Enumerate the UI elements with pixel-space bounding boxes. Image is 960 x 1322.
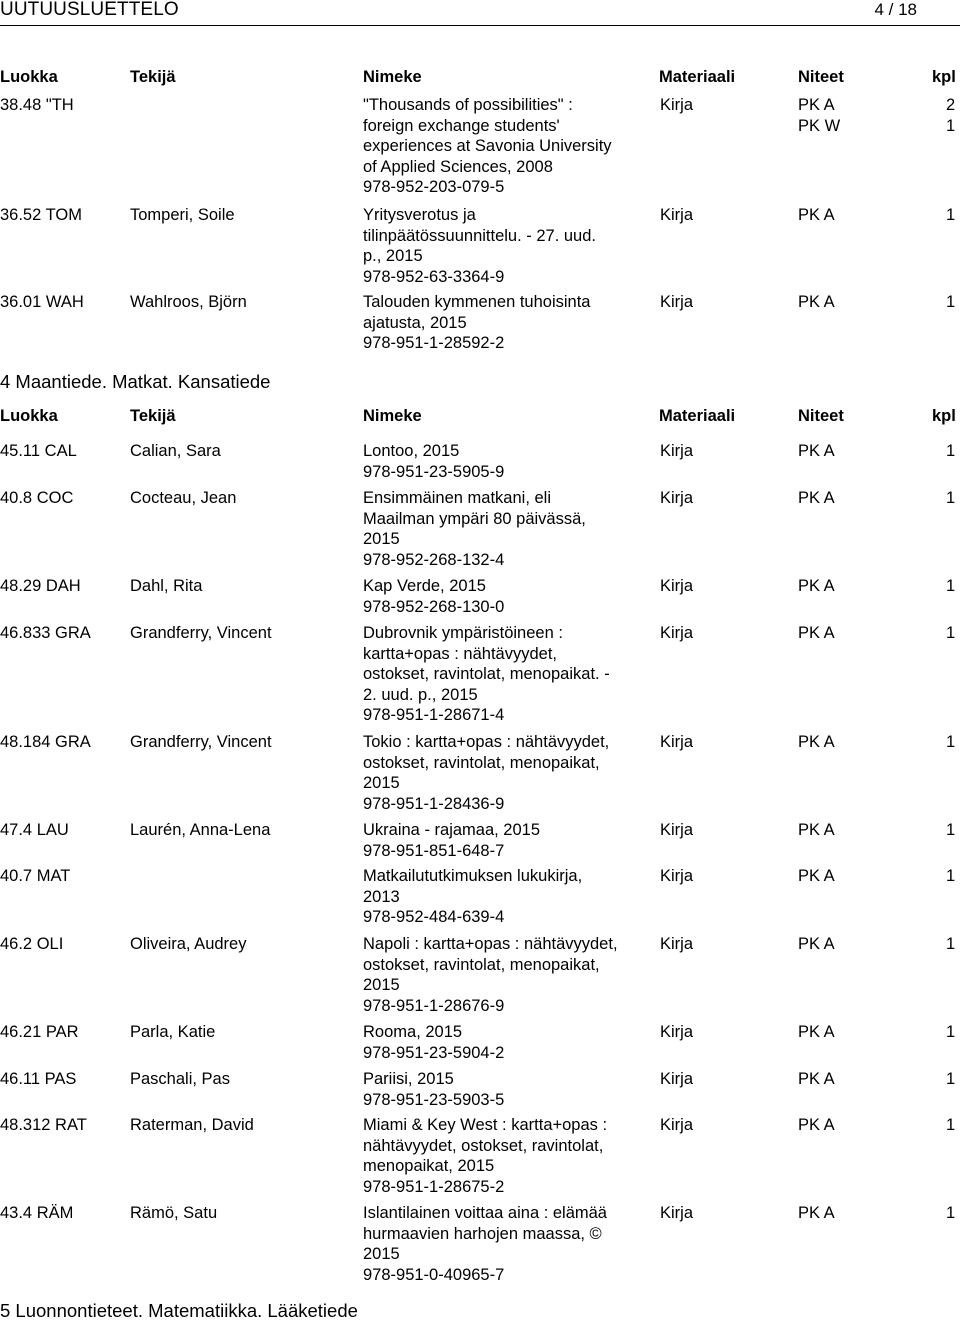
cell-nimeke-line: hurmaavien harhojen maassa, ©	[363, 1224, 602, 1243]
cell-luokka: 40.8 COC	[0, 489, 74, 507]
cell-kpl-line: 2	[946, 96, 956, 114]
cell-nimeke-line: ostokset, ravintolat, menopaikat,	[363, 753, 600, 772]
cell-nimeke-line: Tokio : kartta+opas : nähtävyydet,	[363, 733, 610, 751]
cell-tekija: Dahl, Rita	[130, 577, 203, 595]
cell-materiaali: Kirja	[660, 1116, 694, 1134]
cell-niteet-line: PK A	[798, 1204, 835, 1222]
cell-tekija: Oliveira, Audrey	[130, 935, 247, 953]
cell-tekija: Cocteau, Jean	[130, 489, 237, 507]
cell-nimeke-line: 978-951-1-28676-9	[363, 996, 505, 1015]
cell-nimeke-line: 978-952-203-079-5	[363, 178, 505, 197]
cell-niteet-line: PK A	[798, 96, 835, 114]
cell-nimeke	[363, 1203, 653, 1285]
cell-nimeke	[363, 576, 653, 617]
cell-niteet	[798, 1022, 835, 1043]
cell-nimeke-line: 978-951-0-40965-7	[363, 1265, 505, 1284]
cell-nimeke-line: Miami & Key West : kartta+opas :	[363, 1116, 608, 1134]
cell-niteet-line: PK A	[798, 293, 835, 311]
cell-luokka: 40.7 MAT	[0, 867, 71, 885]
cell-luokka: 46.833 GRA	[0, 624, 91, 642]
cell-nimeke-line: 978-952-268-132-4	[363, 550, 505, 569]
column-header-tekija: Tekijä	[130, 407, 176, 425]
cell-luokka: 46.11 PAS	[0, 1070, 77, 1088]
cell-nimeke-line: experiences at Savonia University	[363, 137, 612, 156]
cell-niteet-line: PK W	[798, 116, 841, 135]
cell-nimeke	[363, 488, 653, 570]
cell-nimeke-line: menopaikat, 2015	[363, 1157, 495, 1176]
cell-nimeke-line: 978-951-23-5903-5	[363, 1090, 505, 1109]
cell-nimeke-line: 978-951-851-648-7	[363, 841, 505, 860]
column-header-niteet: Niteet	[798, 68, 844, 86]
cell-nimeke-line: 2015	[363, 530, 400, 549]
cell-niteet-line: PK A	[798, 624, 835, 642]
cell-niteet	[798, 488, 835, 509]
cell-nimeke-line: p., 2015	[363, 247, 423, 266]
cell-niteet-line: PK A	[798, 1023, 835, 1041]
cell-tekija: Paschali, Pas	[130, 1070, 230, 1088]
cell-materiaali: Kirja	[660, 733, 694, 751]
cell-materiaali: Kirja	[660, 206, 694, 224]
cell-materiaali: Kirja	[660, 489, 694, 507]
cell-nimeke-line: Ensimmäinen matkani, eli	[363, 489, 551, 507]
cell-nimeke-line: 978-951-1-28592-2	[363, 334, 505, 353]
cell-kpl-line: 1	[946, 624, 956, 642]
cell-nimeke	[363, 1069, 653, 1110]
column-header-niteet: Niteet	[798, 407, 844, 425]
cell-luokka: 36.01 WAH	[0, 293, 84, 311]
column-header-nimeke: Nimeke	[363, 407, 422, 425]
cell-kpl	[946, 205, 955, 226]
cell-kpl-line: 1	[946, 821, 956, 839]
cell-kpl-line: 1	[946, 116, 956, 135]
cell-luokka: 47.4 LAU	[0, 821, 69, 839]
cell-nimeke	[363, 95, 653, 198]
cell-niteet	[798, 95, 840, 136]
cell-tekija: Laurén, Anna-Lena	[130, 821, 271, 839]
cell-niteet	[798, 1115, 835, 1136]
cell-kpl	[946, 866, 955, 887]
cell-kpl-line: 1	[946, 293, 956, 311]
cell-kpl	[946, 1115, 955, 1136]
cell-niteet	[798, 205, 835, 226]
cell-nimeke-line: ostokset, ravintolat, menopaikat. -	[363, 665, 610, 684]
cell-nimeke	[363, 205, 653, 287]
cell-kpl-line: 1	[946, 733, 956, 751]
cell-nimeke-line: nähtävyydet, ostokset, ravintolat,	[363, 1136, 604, 1155]
cell-nimeke-line: Napoli : kartta+opas : nähtävyydet,	[363, 935, 618, 953]
cell-kpl	[946, 441, 955, 462]
cell-kpl-line: 1	[946, 935, 956, 953]
cell-nimeke-line: foreign exchange students'	[363, 116, 560, 135]
cell-kpl	[946, 576, 955, 597]
cell-nimeke-line: Dubrovnik ympäristöineen :	[363, 624, 563, 642]
cell-niteet	[798, 866, 835, 887]
cell-nimeke-line: Ukraina - rajamaa, 2015	[363, 821, 541, 839]
cell-luokka: 48.312 RAT	[0, 1116, 87, 1134]
column-header-materiaali: Materiaali	[659, 407, 736, 425]
cell-niteet-line: PK A	[798, 442, 835, 460]
cell-kpl-line: 1	[946, 1116, 956, 1134]
cell-nimeke-line: Kap Verde, 2015	[363, 577, 486, 595]
cell-kpl-line: 1	[946, 1204, 956, 1222]
cell-luokka: 43.4 RÄM	[0, 1204, 74, 1222]
cell-niteet-line: PK A	[798, 867, 835, 885]
cell-nimeke-line: Pariisi, 2015	[363, 1070, 454, 1088]
cell-nimeke-line: 978-951-1-28436-9	[363, 794, 505, 813]
cell-nimeke-line: ajatusta, 2015	[363, 313, 467, 332]
cell-materiaali: Kirja	[660, 293, 694, 311]
cell-tekija: Parla, Katie	[130, 1023, 216, 1041]
cell-kpl-line: 1	[946, 867, 956, 885]
cell-materiaali: Kirja	[660, 96, 694, 114]
cell-materiaali: Kirja	[660, 1023, 694, 1041]
cell-nimeke-line: Lontoo, 2015	[363, 442, 460, 460]
column-header-luokka: Luokka	[0, 407, 58, 425]
page-number: 4 / 18	[874, 0, 917, 19]
cell-nimeke-line: Islantilainen voittaa aina : elämää	[363, 1204, 607, 1222]
cell-tekija: Grandferry, Vincent	[130, 624, 272, 642]
cell-kpl	[946, 623, 955, 644]
cell-nimeke-line: 2013	[363, 887, 400, 906]
cell-nimeke-line: Yritysverotus ja	[363, 206, 476, 224]
cell-nimeke-line: 978-952-484-639-4	[363, 908, 505, 927]
cell-nimeke	[363, 1022, 653, 1063]
cell-materiaali: Kirja	[660, 577, 694, 595]
cell-nimeke-line: 2. uud. p., 2015	[363, 685, 478, 704]
cell-nimeke-line: 2015	[363, 1245, 400, 1264]
cell-niteet-line: PK A	[798, 821, 835, 839]
cell-materiaali: Kirja	[660, 442, 694, 460]
cell-luokka: 48.184 GRA	[0, 733, 91, 751]
cell-nimeke-line: 978-952-63-3364-9	[363, 267, 505, 286]
cell-luokka: 48.29 DAH	[0, 577, 81, 595]
cell-nimeke	[363, 820, 653, 861]
cell-kpl	[946, 488, 955, 509]
cell-niteet	[798, 623, 835, 644]
cell-kpl-line: 1	[946, 206, 956, 224]
cell-kpl	[946, 292, 955, 313]
cell-nimeke-line: 978-951-1-28671-4	[363, 706, 505, 725]
cell-nimeke	[363, 732, 653, 814]
cell-materiaali: Kirja	[660, 1070, 694, 1088]
cell-tekija: Tomperi, Soile	[130, 206, 235, 224]
column-header-nimeke: Nimeke	[363, 68, 422, 86]
cell-niteet-line: PK A	[798, 935, 835, 953]
cell-nimeke	[363, 1115, 653, 1197]
header-divider	[0, 25, 960, 26]
cell-niteet-line: PK A	[798, 489, 835, 507]
cell-niteet	[798, 1203, 835, 1224]
cell-niteet-line: PK A	[798, 1070, 835, 1088]
cell-nimeke-line: 978-952-268-130-0	[363, 597, 505, 616]
cell-kpl	[946, 1022, 955, 1043]
cell-niteet	[798, 934, 835, 955]
cell-kpl	[946, 934, 955, 955]
cell-materiaali: Kirja	[660, 624, 694, 642]
cell-nimeke-line: "Thousands of possibilities" :	[363, 96, 573, 114]
cell-tekija: Rämö, Satu	[130, 1204, 218, 1222]
cell-nimeke-line: of Applied Sciences, 2008	[363, 157, 553, 176]
cell-tekija: Calian, Sara	[130, 442, 221, 460]
cell-nimeke-line: Rooma, 2015	[363, 1023, 463, 1041]
cell-kpl-line: 1	[946, 1070, 956, 1088]
cell-kpl-line: 1	[946, 1023, 956, 1041]
column-header-materiaali: Materiaali	[659, 68, 736, 86]
cell-nimeke-line: Matkailututkimuksen lukukirja,	[363, 867, 583, 885]
cell-materiaali: Kirja	[660, 867, 694, 885]
cell-nimeke-line: Talouden kymmenen tuhoisinta	[363, 293, 591, 311]
cell-niteet-line: PK A	[798, 733, 835, 751]
cell-niteet-line: PK A	[798, 577, 835, 595]
cell-niteet	[798, 441, 835, 462]
cell-nimeke	[363, 441, 653, 482]
cell-kpl	[946, 95, 955, 136]
cell-nimeke	[363, 623, 653, 726]
cell-materiaali: Kirja	[660, 935, 694, 953]
column-header-kpl: kpl	[932, 68, 956, 86]
cell-tekija: Wahlroos, Björn	[130, 293, 247, 311]
cell-nimeke	[363, 866, 653, 928]
cell-niteet-line: PK A	[798, 206, 835, 224]
cell-niteet	[798, 732, 835, 753]
cell-kpl-line: 1	[946, 577, 956, 595]
table-header	[0, 405, 960, 427]
table-header	[0, 66, 960, 88]
cell-nimeke-line: kartta+opas : nähtävyydet,	[363, 644, 557, 663]
cell-niteet-line: PK A	[798, 1116, 835, 1134]
page-header	[0, 0, 960, 22]
cell-nimeke-line: ostokset, ravintolat, menopaikat,	[363, 955, 600, 974]
cell-nimeke-line: 2015	[363, 774, 400, 793]
section-heading-5: 5 Luonnontieteet. Matematiikka. Lääketiede	[0, 1300, 358, 1321]
cell-nimeke-line: tilinpäätössuunnittelu. - 27. uud.	[363, 226, 596, 245]
cell-nimeke-line: 2015	[363, 976, 400, 995]
column-header-kpl: kpl	[932, 407, 956, 425]
cell-nimeke-line: Maailman ympäri 80 päivässä,	[363, 509, 586, 528]
cell-materiaali: Kirja	[660, 1204, 694, 1222]
cell-luokka: 46.21 PAR	[0, 1023, 79, 1041]
cell-niteet	[798, 292, 835, 313]
cell-materiaali: Kirja	[660, 821, 694, 839]
cell-kpl	[946, 820, 955, 841]
cell-niteet	[798, 820, 835, 841]
cell-tekija: Grandferry, Vincent	[130, 733, 272, 751]
cell-kpl-line: 1	[946, 442, 956, 460]
cell-niteet	[798, 1069, 835, 1090]
cell-kpl	[946, 1203, 955, 1224]
cell-nimeke	[363, 934, 653, 1016]
section-heading-4: 4 Maantiede. Matkat. Kansatiede	[0, 371, 271, 392]
cell-luokka: 46.2 OLI	[0, 935, 64, 953]
cell-kpl	[946, 732, 955, 753]
cell-nimeke	[363, 292, 653, 354]
cell-tekija: Raterman, David	[130, 1116, 254, 1134]
cell-nimeke-line: 978-951-23-5905-9	[363, 462, 505, 481]
cell-nimeke-line: 978-951-1-28675-2	[363, 1177, 505, 1196]
cell-niteet	[798, 576, 835, 597]
cell-kpl-line: 1	[946, 489, 956, 507]
cell-luokka: 45.11 CAL	[0, 442, 77, 460]
cell-luokka: 38.48 "TH	[0, 96, 74, 114]
column-header-luokka: Luokka	[0, 68, 58, 86]
column-header-tekija: Tekijä	[130, 68, 176, 86]
cell-kpl	[946, 1069, 955, 1090]
cell-nimeke-line: 978-951-23-5904-2	[363, 1043, 505, 1062]
document-title: UUTUUSLUETTELO	[0, 0, 179, 20]
cell-luokka: 36.52 TOM	[0, 206, 82, 224]
